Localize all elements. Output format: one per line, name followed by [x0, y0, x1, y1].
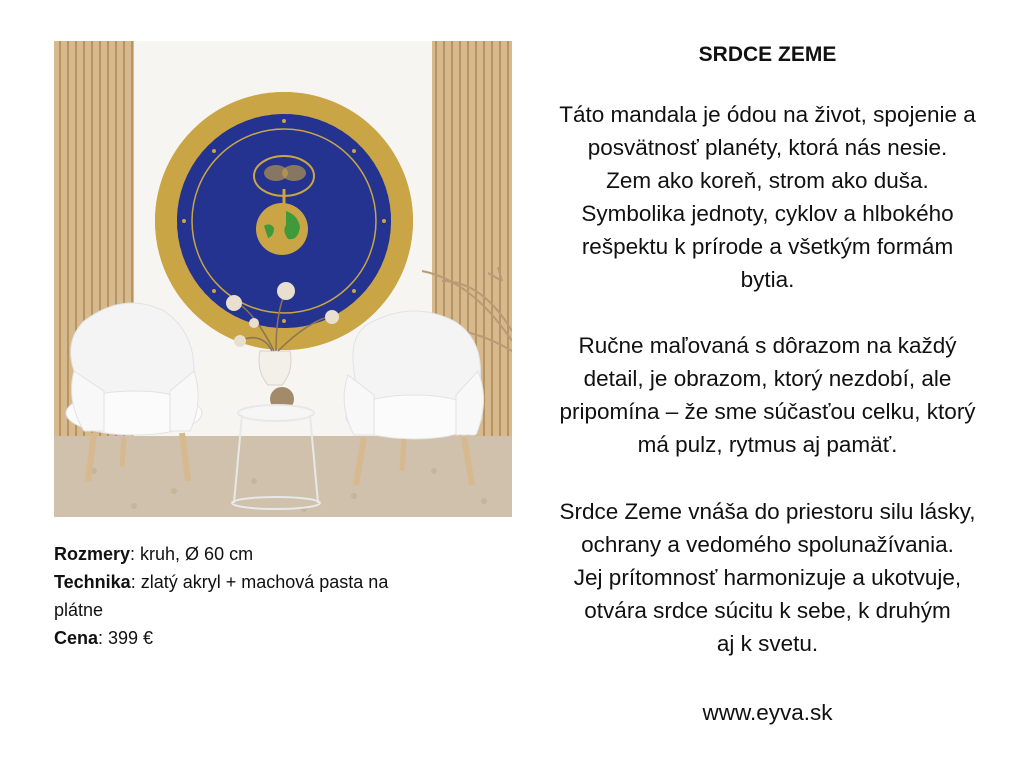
description-paragraph [530, 98, 1005, 296]
spec-price [54, 624, 474, 652]
text-line: posvätnosť planéty, ktorá nás nesie. [587, 135, 948, 160]
text-line: Symbolika jednoty, cyklov a hlbokého [581, 201, 954, 226]
mandala-painting [156, 93, 412, 349]
spec-dimensions [54, 540, 474, 568]
text-line: otvára srdce súcitu k sebe, k druhým [584, 598, 951, 623]
spec-label: Cena [54, 628, 99, 648]
spec-label: Technika [54, 572, 131, 592]
text-line: bytia. [740, 267, 795, 292]
product-specs [54, 540, 474, 652]
spec-technique-continued: plátne [54, 600, 104, 620]
text-line: Ručne maľovaná s dôrazom na každý [578, 333, 957, 358]
text-line: Zem ako koreň, strom ako duša. [606, 168, 929, 193]
spec-value: : kruh, Ø 60 cm [130, 544, 254, 564]
description-paragraph [530, 495, 1005, 660]
text-line: detail, je obrazom, ktorý nezdobí, ale [583, 366, 952, 391]
text-line: rešpektu k prírode a všetkým formám [581, 234, 954, 259]
text-line: pripomína – že sme súčasťou celku, ktorý [559, 399, 976, 424]
text-line: Táto mandala je ódou na život, spojenie a [559, 102, 976, 127]
description-column [530, 40, 1005, 729]
spec-technique [54, 568, 474, 596]
spec-label: Rozmery [54, 544, 131, 564]
spec-value: : zlatý akryl + machová pasta na [130, 572, 389, 592]
website-url: www.eyva.sk [702, 700, 833, 725]
text-line: aj k svetu. [716, 631, 819, 656]
text-line: Srdce Zeme vnáša do priestoru silu lásky, [559, 499, 976, 524]
text-line: Jej prítomnosť harmonizuje a ukotvuje, [573, 565, 962, 590]
text-line: ochrany a vedomého spolunažívania. [581, 532, 954, 557]
text-line: má pulz, rytmus aj pamäť. [637, 432, 898, 457]
product-photo [54, 41, 512, 517]
spec-value: : 399 € [98, 628, 154, 648]
page-title: SRDCE ZEME [698, 43, 837, 66]
description-paragraph [530, 329, 1005, 461]
